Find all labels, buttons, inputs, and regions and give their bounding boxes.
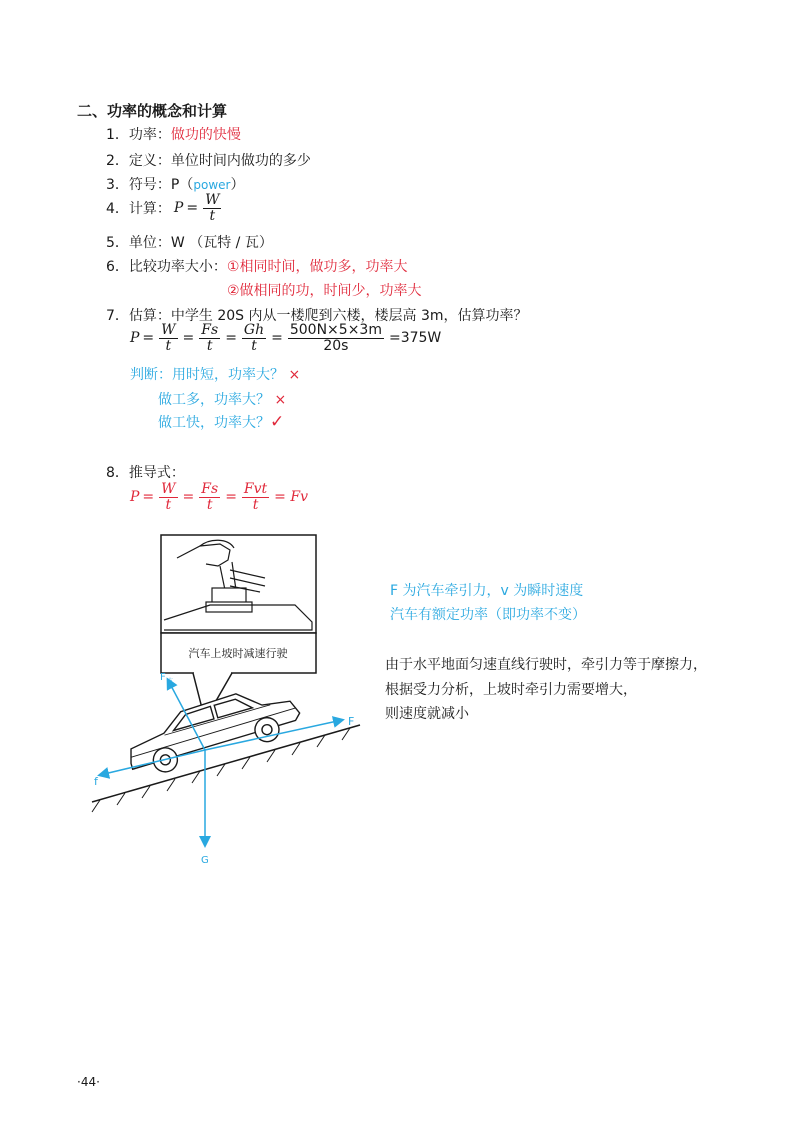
judge-2-text: 做工多，功率大？ [158,392,270,408]
note-black-1: 由于水平地面匀速直线行驶时，牵引力等于摩擦力， [385,657,707,673]
derive-formula [130,482,308,512]
page-number: ·44· [77,1075,100,1089]
der-eq-1: = [142,489,155,506]
judge-2-mark: × [274,392,287,408]
item-3 [106,174,244,194]
judge-3-text: 做工快，功率大？ [158,415,270,431]
note-black-2: 根据受力分析，上坡时牵引力需要增大， [385,682,637,698]
figure-caption: 汽车上坡时减速行驶 [188,647,288,660]
calc-fraction [203,193,221,223]
est-eq-1: = [142,330,155,347]
item-2: 2．定义：单位时间内做功的多少 [106,153,311,169]
item-1 [106,124,241,144]
est-frac-3 [242,323,266,353]
estimate-formula [130,323,441,353]
der-frac-1-num: W [161,481,176,497]
judge-1 [130,364,300,384]
est-frac-4-num: 500N×5×3m [289,322,382,338]
label-FN: F [160,672,166,683]
calc-eq: = [186,200,199,217]
note-black-3: 则速度就减小 [385,706,469,722]
item-4 [106,193,223,223]
der-frac-1 [159,482,177,512]
judge-2 [158,389,286,409]
est-eq-4: = [271,330,283,347]
est-frac-1 [159,323,177,353]
est-eq-3: = [225,330,237,347]
der-frac-3-den: t [252,496,259,513]
est-frac-3-den: t [251,337,257,354]
item-6-label: 6．比较功率大小： [106,259,227,275]
der-frac-3 [242,482,269,512]
der-result: = Fv [274,489,308,506]
der-eq-2: = [182,489,195,506]
der-frac-2 [199,482,220,512]
item-4-label: 4．计算： [106,201,171,218]
judge-3-mark: ✓ [270,412,285,432]
item-6-a: ①相同时间，做功多，功率大 [226,259,408,275]
note-blue-2: 汽车有额定功率（即功率不变） [390,607,586,623]
item-6-b: ②做相同的功，时间少，功率大 [227,283,422,299]
label-f: f [94,775,98,788]
est-frac-2 [199,323,220,353]
label-FN-sub: 支 [167,678,174,685]
est-frac-1-den: t [165,337,172,354]
der-frac-2-num: Fs [201,481,219,497]
calc-num: W [205,192,220,208]
judge-1-mark: × [288,367,301,383]
der-frac-1-den: t [165,496,172,513]
der-P: P [130,489,140,506]
der-frac-2-den: t [206,496,213,513]
item-3-close: ） [230,177,245,193]
calc-P: P [173,200,184,217]
est-frac-1-num: W [161,322,176,338]
item-5: 5．单位：W （瓦特 / 瓦） [106,235,273,251]
section-heading: 二、功率的概念和计算 [77,102,228,120]
est-frac-3-num: Gh [243,322,265,338]
est-frac-4-den: 20s [323,337,349,354]
item-1-label: 1．功率： [106,127,171,143]
item-3-label: 3．符号：P（ [106,177,194,193]
label-F: F [348,715,355,728]
est-frac-4 [288,323,384,353]
est-P: P [130,330,140,347]
label-G: G [201,855,209,866]
est-result: =375W [388,330,442,347]
est-eq-2: = [182,330,195,347]
judge-label: 判断： [130,367,172,383]
item-1-value: 做功的快慢 [170,127,241,143]
item-6 [106,256,407,276]
item-3-power: power [193,178,231,192]
est-frac-2-num: Fs [201,322,219,338]
est-frac-2-den: t [206,337,213,354]
der-frac-3-num: Fvt [243,481,268,497]
judge-1-text: 用时短，功率大？ [172,367,284,383]
gearshift-panel [161,535,316,633]
calc-den: t [209,207,216,224]
car-uphill-figure [80,530,380,870]
item-8: 8．推导式： [106,465,185,481]
judge-3 [158,412,284,432]
item-7: 7．估算：中学生 20S 内从一楼爬到六楼，楼层高 3m，估算功率？ [106,308,528,324]
der-eq-3: = [225,489,237,506]
note-blue-1: F 为汽车牵引力，v 为瞬时速度 [390,583,584,599]
